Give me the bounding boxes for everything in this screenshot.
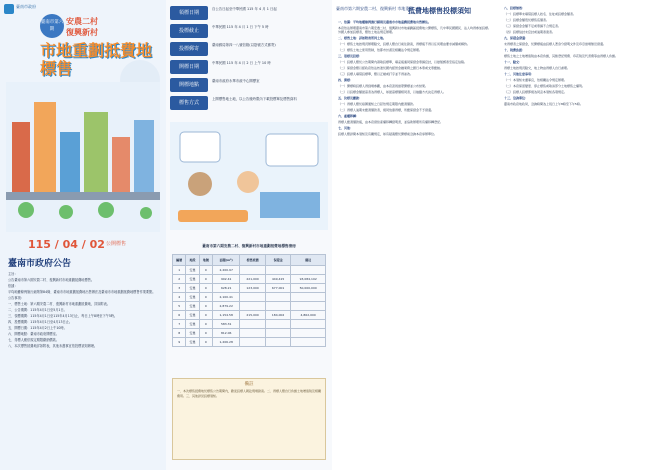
section-heading: 三、領標及投標： xyxy=(338,54,363,59)
table-cell: 安農 xyxy=(186,302,199,311)
table-cell: 安農 xyxy=(186,275,199,284)
instruction-text: 得標人繳清價款後，由本府發給產權移轉證明書，並協助辦理所有權移轉登記。 xyxy=(338,120,444,125)
table-cell: 583.31 xyxy=(213,320,240,329)
info-row xyxy=(170,60,328,74)
table-cell: 安農 xyxy=(186,284,199,293)
announcement-line: 依據： xyxy=(8,284,18,288)
section-heading: 一、依據：平均地權條例施行細則及臺南市市地重劃抵費地出售辦法。 xyxy=(338,20,432,24)
section-heading: 六、產權移轉： xyxy=(338,114,360,119)
table-cell: 5 xyxy=(173,302,186,311)
instructions-body-continued xyxy=(504,6,660,464)
info-value: 臺南市政府永華市政中心開標室 xyxy=(212,79,260,83)
building-icon xyxy=(260,192,320,218)
instructions-title: 抵費地標售投標須知 xyxy=(408,7,471,15)
table-cell xyxy=(240,293,266,302)
tree-icon xyxy=(140,207,152,219)
table-row xyxy=(173,320,326,329)
sale-date: 115 / 04 / 02 xyxy=(28,238,105,251)
public-sale-label: 公開標售 xyxy=(106,241,127,247)
table-cell: 677,001 xyxy=(265,284,291,293)
table-cell xyxy=(240,329,266,338)
notes-text: 一、本次標售抵費地於標售公告期間內，歡迎投標人親赴現場勘查。二、得標人應自行負擔土地增值稅及相關費用。三、其他詳見投標須知。 xyxy=(177,389,322,398)
table-cell: 安農 xyxy=(186,338,199,347)
notes-box xyxy=(172,378,326,460)
section-heading: 五、決標及繳款： xyxy=(338,96,363,101)
table-cell xyxy=(291,338,326,347)
table-cell xyxy=(265,338,291,347)
table-cell: 1 xyxy=(173,266,186,275)
info-row xyxy=(170,24,328,38)
table-cell xyxy=(291,329,326,338)
announcement-line: 五、開標日期：115年4月2日上午10時。 xyxy=(8,326,67,330)
table-row xyxy=(173,284,326,293)
table-cell: 1,206.28 xyxy=(213,338,240,347)
table-cell: 1,154.58 xyxy=(213,311,240,320)
table-cell: 安農 xyxy=(186,320,199,329)
announcement-line: 一、標售土地：第六期安農二村、復興新村市地重劃抵費地，詳如附表。 xyxy=(8,302,110,306)
info-value: 中華民國 115 年 4 月 2 日 上午 10 時 xyxy=(212,61,271,65)
building-icon xyxy=(84,112,108,192)
info-label: 標售方式 xyxy=(170,96,208,110)
table-cell: 安農 xyxy=(186,293,199,302)
table-cell: 2 xyxy=(173,275,186,284)
table-cell: 215,000 xyxy=(240,311,266,320)
lots-table xyxy=(172,254,326,347)
instruction-text: （一）標售土地按現況辦理點交，投標人應自行前往勘查，得標後不得以任何理由要求減價或解約。 xyxy=(338,42,471,47)
table-cell: 221,000 xyxy=(240,275,266,284)
col-header: 保證金 xyxy=(265,255,291,266)
announcement-line: 四、投標期間：115年4月1日至4月13日止。 xyxy=(8,320,73,324)
table-row xyxy=(173,266,326,275)
process-illustration xyxy=(170,122,328,230)
instructions-panel xyxy=(332,0,498,470)
col-header: 備註 xyxy=(291,255,326,266)
section-heading: 二、標售土地：詳如附表所列土地。 xyxy=(338,36,387,41)
info-row xyxy=(170,42,328,56)
table-cell: 7 xyxy=(173,320,186,329)
character-icon xyxy=(188,172,212,196)
instruction-text: 投標人應詳閱本須知及有關規定，如有疑義應於開標前洽詢本府承辦單位。 xyxy=(338,132,438,137)
table-cell: 628.21 xyxy=(213,284,240,293)
table-cell: 184,002 xyxy=(265,311,291,320)
section-heading: 十、稅費負擔： xyxy=(504,48,526,52)
announcement-line: 平均地權條例施行細則第84條、臺南市市地重劃抵費地出售辦法及臺南市市地重劃抵費地標售作業要點。 xyxy=(8,290,156,294)
table-cell xyxy=(240,266,266,275)
table-cell xyxy=(291,293,326,302)
announcement-body xyxy=(8,272,160,350)
announcement-line: 八、本次標售抵費地詳如附表，其他未盡事宜依投標須知辦理。 xyxy=(8,344,98,348)
table-cell: 123,000 xyxy=(240,284,266,293)
table-cell: 0 xyxy=(199,293,212,302)
table-cell: 0 xyxy=(199,266,212,275)
announcement-line: 二、公告期間：115年4月1日至5月1日。 xyxy=(8,308,67,312)
instruction-text: （二）保證金應以經政府依法核准於國內經營金融業務之銀行本票或支票繳納。 xyxy=(338,66,444,71)
table-cell xyxy=(240,320,266,329)
table-cell: 2,200.97 xyxy=(213,266,240,275)
instruction-text: （一）本須知未盡事宜，依相關法令規定辦理。 xyxy=(504,78,568,82)
table-cell: 安農 xyxy=(186,329,199,338)
instruction-text: （二）以投標金額最高者為得標人，如最高標價相同者，以抽籤方式決定得標人。 xyxy=(338,90,447,95)
table-cell xyxy=(291,266,326,275)
tree-icon xyxy=(98,202,114,218)
col-header: 地號 xyxy=(199,255,212,266)
table-cell: 2,100.41 xyxy=(213,293,240,302)
table-cell: 2,879.22 xyxy=(213,302,240,311)
table-cell: 安農 xyxy=(186,266,199,275)
announcement-line: 主旨： xyxy=(8,272,18,276)
table-cell xyxy=(265,266,291,275)
instruction-text: （一）得標人應於接獲通知之日起依規定期限內繳清價款。 xyxy=(338,102,417,107)
info-label: 領標日期 xyxy=(170,6,208,20)
building-icon xyxy=(34,102,56,192)
org-name: 臺南市政府 xyxy=(16,4,36,9)
col-header: 地段 xyxy=(186,255,199,266)
instruction-text: （三）保證金金額不足或票據不合規定者。 xyxy=(504,24,562,28)
instruction-text: 臺南市政府地政局，洽詢時間為上班日上午8時至下午5時。 xyxy=(504,102,583,106)
instructions-header xyxy=(336,6,494,18)
table-cell: 449,415 xyxy=(265,275,291,284)
table-cell: 812.06 xyxy=(213,329,240,338)
table-cell xyxy=(240,302,266,311)
main-title: 市地重劃抵費地標售 xyxy=(40,41,153,78)
table-cell: 0 xyxy=(199,320,212,329)
announcement-line: 三、領標期間：115年4月1日至115年4月13日止，每日上午8時至下午5時。 xyxy=(8,314,118,318)
table-cell: 8 xyxy=(173,329,186,338)
building-icon xyxy=(60,132,80,192)
instruction-text: 未得標者之保證金，於開標後由投標人憑身分證明文件及印章當場無息發還。 xyxy=(504,42,607,46)
announcement-line: 公告臺南市第六期安農二村、復興新村市地重劃抵費地標售。 xyxy=(8,278,95,282)
instruction-text: （二）投標金額低於標售底價者。 xyxy=(504,18,550,22)
table-cell: 0 xyxy=(199,329,212,338)
table-cell: 902.41 xyxy=(213,275,240,284)
col-header: 標售底價 xyxy=(240,255,266,266)
phase-badge: 臺南市第六期 xyxy=(40,14,64,38)
table-cell: 9 xyxy=(173,338,186,347)
table-cell xyxy=(265,293,291,302)
table-row xyxy=(173,275,326,284)
info-value: 上開標售地土地，以公告後時限內下載投標單及標售資料 xyxy=(212,97,297,101)
table-cell xyxy=(240,338,266,347)
section-heading: 八、投標無效： xyxy=(504,6,526,10)
instruction-text: （二）本府保留變更、停止標售或取消部分土地標售之權利。 xyxy=(504,84,586,88)
tree-icon xyxy=(59,205,73,219)
table-cell xyxy=(265,302,291,311)
tainan-logo-icon xyxy=(4,4,14,14)
table-row xyxy=(173,338,326,347)
building-icon xyxy=(112,137,130,192)
section-heading: 十一、點交： xyxy=(504,60,523,64)
info-label: 投標截止 xyxy=(170,24,208,38)
table-cell xyxy=(265,320,291,329)
table-cell xyxy=(291,320,326,329)
instruction-text: （二）標售土地之使用管制，依都市計畫及相關法令規定辦理。 xyxy=(338,48,423,53)
instruction-text: （一）開標時投標人得到場參觀，由本府派員當眾開標並公布結果。 xyxy=(338,84,429,89)
notes-title: 備註 xyxy=(244,382,254,387)
table-row xyxy=(173,293,326,302)
building-icon xyxy=(134,120,154,192)
table-cell xyxy=(291,302,326,311)
info-label: 投標郵寄 xyxy=(170,42,208,56)
instruction-text: 得標土地按現況點交，地上物由得標人自行處理。 xyxy=(504,66,571,70)
announcement-line: 七、得標人應依規定期限繳納價款。 xyxy=(8,338,59,342)
info-row xyxy=(170,96,328,118)
info-value: 臺南郵局第四一八號信箱(以掛號方式郵寄) xyxy=(212,43,276,47)
announcement-line: 公告事項： xyxy=(8,296,24,300)
tree-icon xyxy=(18,202,34,218)
instruction-text: （一）投標單未填寫投標人姓名、住址或投標金額者。 xyxy=(504,12,577,16)
instructions-body xyxy=(338,20,492,464)
building-icon xyxy=(12,122,30,192)
section-heading: 九、保證金發還： xyxy=(504,36,529,40)
section-heading: 四、開標： xyxy=(338,78,354,83)
info-row xyxy=(170,6,328,20)
table-cell: 0 xyxy=(199,275,212,284)
table-cell: 0 xyxy=(199,338,212,347)
cover-panel xyxy=(0,0,166,470)
title-line-2: 復興新村 xyxy=(66,28,98,37)
instruction-text: （一）投標人應於公告期間內領取投標單，填妥後連同保證金票據密封，以掛號郵寄至指定信箱。 xyxy=(338,60,468,65)
col-header: 編號 xyxy=(173,255,186,266)
table-cell: 0 xyxy=(199,311,212,320)
table-cell: 4 xyxy=(173,293,186,302)
table-cell: 安農 xyxy=(186,311,199,320)
instruction-text: 標售土地之土地增值稅由本府負擔，其餘登記規費、印花稅及代書費等由得標人負擔。 xyxy=(504,54,619,58)
instructions-subtitle: 臺南市第六期安農二村、復興新村 市地重劃 xyxy=(336,6,414,11)
instruction-text: （二）得標人逾期未繳清價款者，視同放棄得標，所繳保證金不予發還。 xyxy=(338,108,435,113)
title-line-1: 安農二村 xyxy=(66,17,98,26)
info-value: 自公告日起至中華民國 115 年 4 月 1 日起 xyxy=(212,7,277,11)
instruction-text: （四）投標信封未密封或逾期寄達者。 xyxy=(504,30,556,34)
table-cell xyxy=(265,329,291,338)
instruction-text: 本府依法辦理臺南市第六期安農二村、復興新村市地重劃區抵費地公開標售，凡中華民國國民、法人均得參加投標。外國人參加投標者，應依土地法規定辦理。 xyxy=(338,26,492,35)
section-heading: 十三、洽詢單位： xyxy=(504,96,529,100)
instruction-text: （三）投標人填寫投標單，應以正楷或打字並不得塗改。 xyxy=(338,72,414,77)
city-illustration xyxy=(6,82,160,232)
instruction-text: （三）投標人投標即視為同意本須知各項規定。 xyxy=(504,90,568,94)
table-cell: 93,084,102 xyxy=(291,275,326,284)
table-cell: 50,000,000 xyxy=(291,284,326,293)
table-cell: 6 xyxy=(173,311,186,320)
table-title: 臺南市第六期安農二村、復興新村市地重劃抵費地標售清冊 xyxy=(202,244,296,248)
announcement-line: 六、開標地點：臺南市政府開標室。 xyxy=(8,332,59,336)
info-panel xyxy=(166,0,332,470)
info-label: 開標地點 xyxy=(170,78,208,92)
table-row xyxy=(173,311,326,320)
instructions-panel-continued xyxy=(498,0,665,470)
table-row xyxy=(173,302,326,311)
info-row xyxy=(170,78,328,92)
table-cell: 0 xyxy=(199,284,212,293)
character-icon xyxy=(237,171,259,193)
section-heading: 七、其他： xyxy=(338,126,354,131)
table-row xyxy=(173,329,326,338)
info-value: 中華民國 115 年 4 月 1 日 下午 5 時 xyxy=(212,25,269,29)
col-header: 面積(m²) xyxy=(213,255,240,266)
table-cell: 4,862,000 xyxy=(291,311,326,320)
announcement-title: 臺南市政府公告 xyxy=(8,259,72,269)
info-label: 開標日期 xyxy=(170,60,208,74)
table-cell: 0 xyxy=(199,302,212,311)
table-cell: 3 xyxy=(173,284,186,293)
section-heading: 十二、其他注意事項： xyxy=(504,72,535,76)
